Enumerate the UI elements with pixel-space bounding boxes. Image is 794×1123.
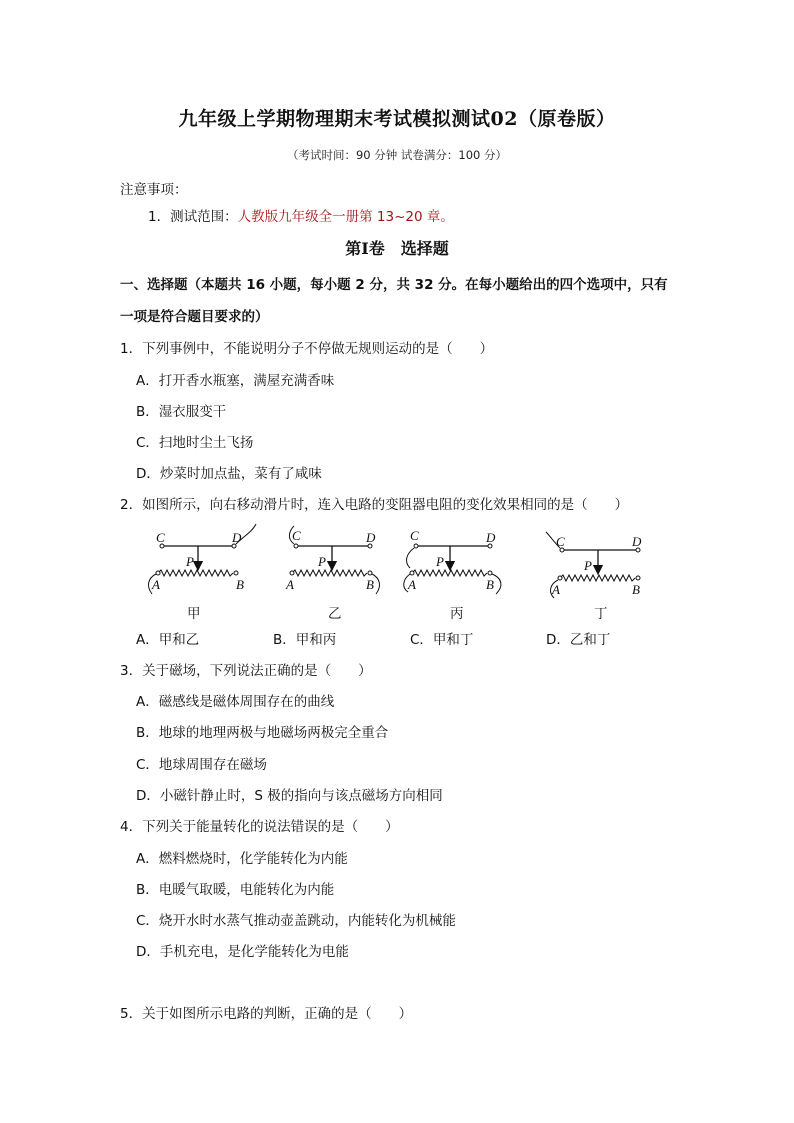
label-c: C xyxy=(156,530,165,545)
section-instructions-line-2: 一项是符合题目要求的） xyxy=(120,309,269,325)
label-c: C xyxy=(292,528,301,543)
question-3-option-d: D．小磁针静止时，S 极的指向与该点磁场方向相同 xyxy=(136,788,443,804)
label-d: D xyxy=(232,530,242,545)
label-c: C xyxy=(410,528,419,543)
figure-caption-bing: 丙 xyxy=(450,606,464,622)
label-p: P xyxy=(318,554,326,569)
label-c: C xyxy=(556,534,565,549)
label-a: A xyxy=(152,577,160,592)
question-1-stem: 1．下列事例中，不能说明分子不停做无规则运动的是（ ） xyxy=(120,341,494,357)
question-2-stem: 2．如图所示，向右移动滑片时，连入电路的变阻器电阻的变化效果相同的是（ ） xyxy=(120,497,629,513)
label-d: D xyxy=(632,534,642,549)
label-d: D xyxy=(486,530,496,545)
rheostat-bing xyxy=(404,528,501,594)
label-b: B xyxy=(632,582,640,597)
rheostat-figure xyxy=(130,522,670,600)
figure-caption-jia: 甲 xyxy=(187,606,201,622)
notice-item-1 xyxy=(148,205,454,225)
figure-caption-ding: 丁 xyxy=(594,606,608,622)
question-4-option-a: A．燃料燃烧时，化学能转化为内能 xyxy=(136,851,348,867)
label-p: P xyxy=(584,558,592,573)
section-title: 第Ⅰ卷 选择题 xyxy=(345,239,449,258)
figure-caption-yi: 乙 xyxy=(328,606,342,622)
label-a: A xyxy=(408,577,416,592)
notice-heading: 注意事项： xyxy=(120,182,188,198)
question-2-option-a: A．甲和乙 xyxy=(136,632,200,648)
question-2-option-c: C．甲和丁 xyxy=(410,632,474,648)
question-4-option-c: C．烧开水时水蒸气推动壶盖跳动，内能转化为机械能 xyxy=(136,913,456,929)
section-instructions-line-1: 一、选择题（本题共 16 小题，每小题 2 分，共 32 分。在每小题给出的四个选项中，只有 xyxy=(120,277,668,293)
label-d: D xyxy=(366,530,376,545)
label-p: P xyxy=(436,554,444,569)
question-4-option-b: B．电暖气取暖，电能转化为内能 xyxy=(136,882,335,898)
question-1-option-a: A．打开香水瓶塞，满屋充满香味 xyxy=(136,373,335,389)
rheostat-ding xyxy=(546,532,642,598)
label-p: P xyxy=(186,554,194,569)
label-a: A xyxy=(286,577,294,592)
question-1-option-b: B．湿衣服变干 xyxy=(136,404,227,420)
label-a: A xyxy=(552,582,560,597)
question-2-option-d: D．乙和丁 xyxy=(546,632,611,648)
page-title: 九年级上学期物理期末考试模拟测试02（原卷版） xyxy=(178,108,616,130)
question-3-option-b: B．地球的地理两极与地磁场两极完全重合 xyxy=(136,725,389,741)
label-b: B xyxy=(366,577,374,592)
question-1-option-c: C．扫地时尘土飞扬 xyxy=(136,435,254,451)
question-3-stem: 3．关于磁场，下列说法正确的是（ ） xyxy=(120,663,372,679)
question-4-option-d: D．手机充电，是化学能转化为电能 xyxy=(136,944,349,960)
question-3-option-c: C．地球周围存在磁场 xyxy=(136,757,267,773)
question-3-option-a: A．磁感线是磁体周围存在的曲线 xyxy=(136,694,335,710)
exam-info: （考试时间：90 分钟 试卷满分：100 分） xyxy=(286,148,508,162)
notice-item-1-prefix: 1．测试范围： xyxy=(148,209,238,225)
question-4-stem: 4．下列关于能量转化的说法错误的是（ ） xyxy=(120,819,399,835)
label-b: B xyxy=(486,577,494,592)
notice-item-1-scope: 人教版九年级全一册第 13~20 章。 xyxy=(237,209,454,225)
rheostat-yi xyxy=(285,526,379,594)
question-5-stem: 5．关于如图所示电路的判断，正确的是（ ） xyxy=(120,1006,413,1022)
question-1-option-d: D．炒菜时加点盐，菜有了咸味 xyxy=(136,466,322,482)
question-2-option-b: B．甲和丙 xyxy=(273,632,337,648)
label-b: B xyxy=(236,577,244,592)
rheostat-jia xyxy=(149,524,256,594)
